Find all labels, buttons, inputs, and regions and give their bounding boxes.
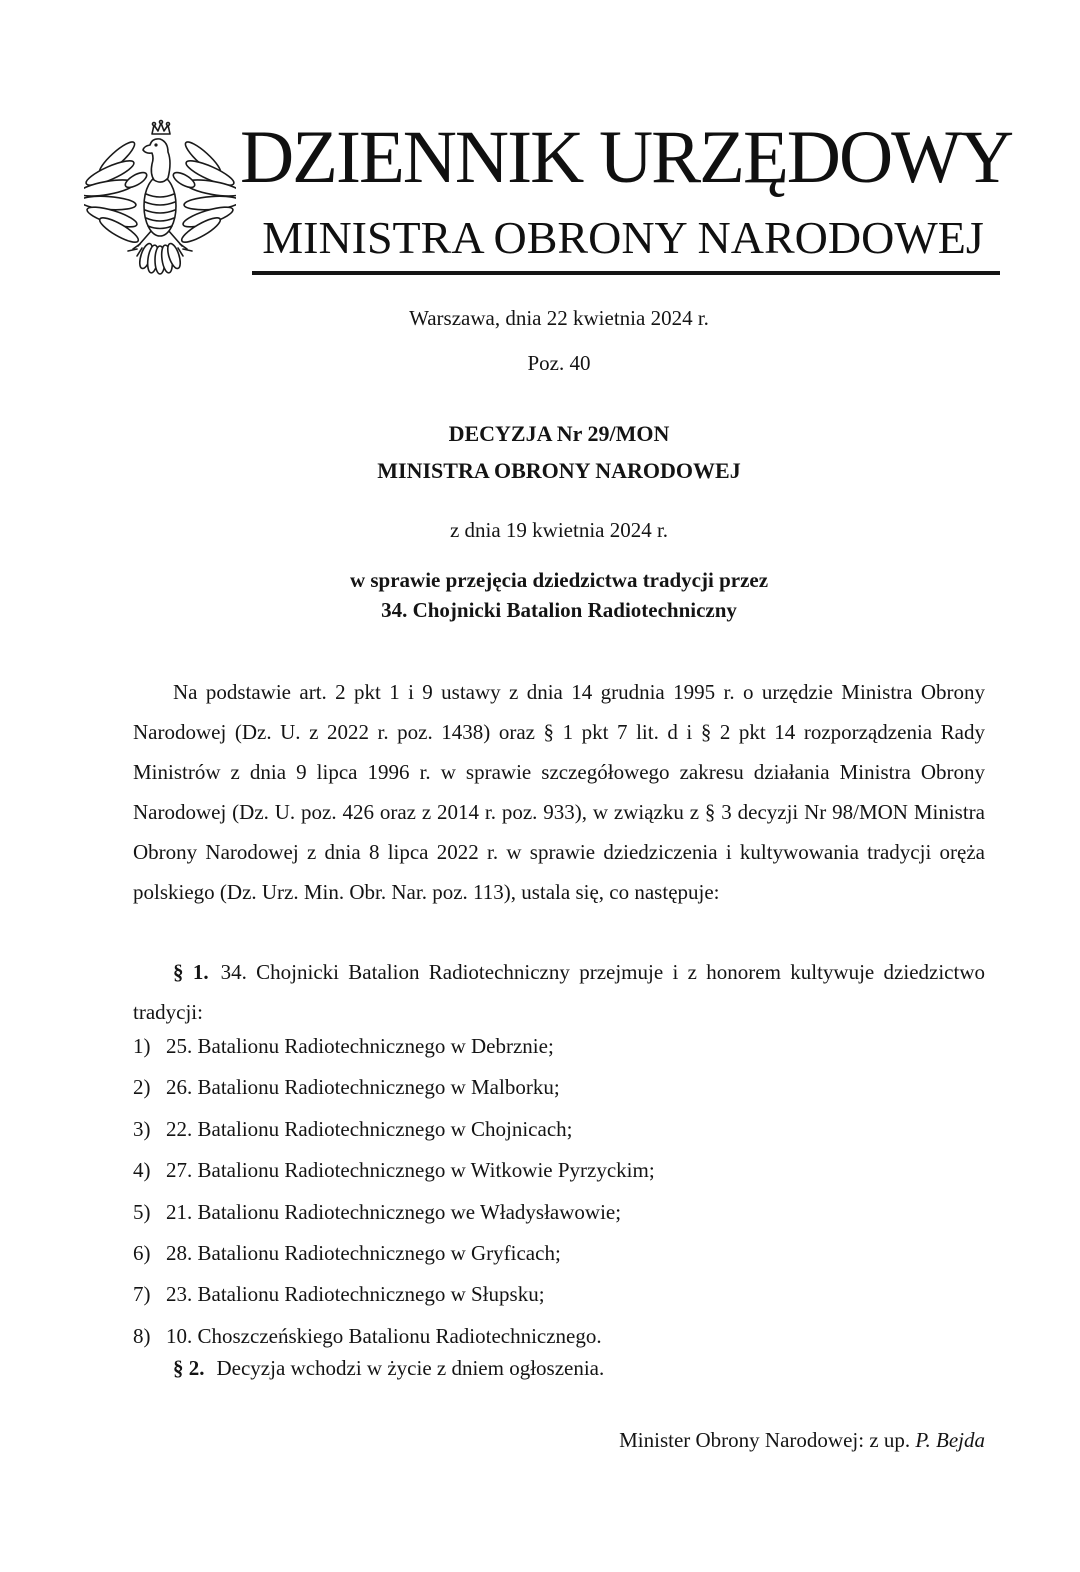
paragraph-1-label: § 1.: [173, 960, 209, 984]
paragraph-1-text: 34. Chojnicki Batalion Radiotechniczny przejmuje i z honorem kultywuje dziedzictwo tradycji:: [133, 960, 985, 1024]
decision-title-line1: DECYZJA Nr 29/MON: [448, 421, 670, 446]
masthead-rule: [252, 271, 1000, 275]
decision-title-line2: MINISTRA OBRONY NARODOWEJ: [377, 458, 741, 483]
list-item-text: 26. Batalionu Radiotechnicznego w Malborku;: [166, 1075, 560, 1100]
list-item: [133, 1282, 985, 1323]
list-item: [133, 1034, 985, 1075]
list-item: [133, 1200, 985, 1241]
signature-name: P. Bejda: [915, 1428, 985, 1452]
dateline: Warszawa, dnia 22 kwietnia 2024 r.: [409, 306, 709, 330]
list-item-number: 8): [133, 1323, 151, 1348]
paragraph-2-text: Decyzja wchodzi w życie z dniem ogłoszenia.: [216, 1356, 605, 1380]
list-item: [133, 1075, 985, 1116]
list-item-number: 4): [133, 1158, 151, 1183]
position-number: Poz. 40: [527, 351, 591, 375]
list-item-text: 10. Choszczeńskiego Batalionu Radiotechnicznego.: [166, 1323, 602, 1348]
list-item: [133, 1117, 985, 1158]
list-item-text: 21. Batalionu Radiotechnicznego we Władysławowie;: [166, 1199, 622, 1224]
preamble-paragraph: Na podstawie art. 2 pkt 1 i 9 ustawy z dnia 14 grudnia 1995 r. o urzędzie Ministra Obrony Narodowej (Dz. U. z 2022 r. poz. 1438) oraz § 1 pkt 7 lit. d i § 2 pkt 14 rozporządzenia Rady Ministrów z dnia 9 lipca 1996 r. w sprawie szczegółowego zakresu działania Ministra Obrony Narodowej (Dz. U. poz. 426 oraz z 2014 r. poz. 933), w związku z § 3 decyzji Nr 98/MON Ministra Obrony Narodowej z dnia 8 lipca 2022 r. w sprawie dziedziczenia i kultywowania tradycji oręża polskiego (Dz. Urz. Min. Obr. Nar. poz. 113), ustala się, co następuje:: [133, 680, 985, 904]
signature-prefix: Minister Obrony Narodowej: z up.: [619, 1428, 916, 1452]
masthead-title-line2: MINISTRA OBRONY NARODOWEJ: [262, 212, 984, 263]
list-item-text: 23. Batalionu Radiotechnicznego w Słupsku;: [166, 1282, 545, 1307]
tradition-list: [133, 1034, 985, 1365]
signature-line: [133, 1428, 985, 1453]
list-item-number: 3): [133, 1116, 151, 1141]
list-item-text: 27. Batalionu Radiotechnicznego w Witkowie Pyrzyckim;: [166, 1158, 655, 1183]
decision-subject-line2: 34. Chojnicki Batalion Radiotechniczny: [381, 598, 737, 622]
list-item-number: 1): [133, 1034, 151, 1058]
list-item-number: 5): [133, 1199, 151, 1224]
decision-subject-line1: w sprawie przejęcia dziedzictwa tradycji przez: [349, 568, 769, 592]
decision-date: z dnia 19 kwietnia 2024 r.: [449, 518, 669, 542]
paragraph-2-label: § 2.: [173, 1356, 205, 1380]
list-item-number: 7): [133, 1282, 151, 1307]
list-item-number: 6): [133, 1240, 151, 1265]
list-item-text: 28. Batalionu Radiotechnicznego w Gryficach;: [166, 1240, 561, 1265]
list-item: [133, 1158, 985, 1199]
paragraph-2: [133, 1348, 985, 1388]
masthead-title-line1: DZIENNIK URZĘDOWY: [240, 116, 1013, 199]
list-item-number: 2): [133, 1075, 151, 1100]
list-item-text: 25. Batalionu Radiotechnicznego w Debrznie;: [166, 1034, 554, 1058]
list-item-text: 22. Batalionu Radiotechnicznego w Chojnicach;: [166, 1116, 573, 1141]
list-item: [133, 1241, 985, 1282]
polish-eagle-icon: [84, 118, 236, 286]
paragraph-1: [133, 952, 985, 1032]
